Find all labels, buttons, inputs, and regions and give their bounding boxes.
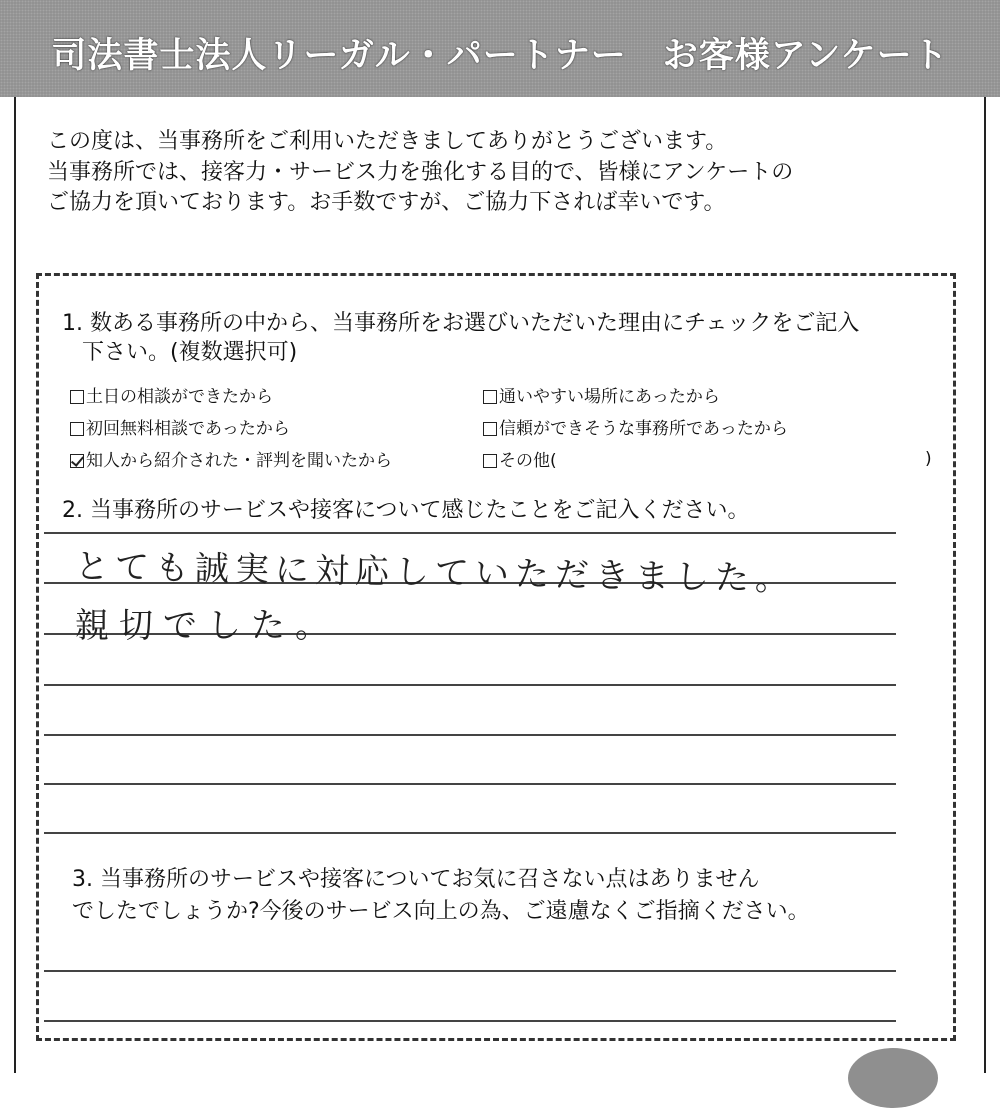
q1-option-other[interactable] [483, 446, 557, 471]
intro-line: 当事務所では、接客力・サービス力を強化する目的で、皆様にアンケートの [47, 159, 794, 185]
answer-rule [44, 734, 896, 736]
q1-option-location[interactable] [483, 382, 720, 407]
answer-rule [44, 970, 896, 972]
q2-text: 2. 当事務所のサービスや接客について感じたことをご記入ください。 [62, 498, 750, 523]
q3-text-line1: 3. 当事務所のサービスや接客についてお気に召さない点はありません [72, 867, 760, 892]
checkbox[interactable] [483, 422, 497, 436]
q1-text-line1: 1. 数ある事務所の中から、当事務所をお選びいただいた理由にチェックをご記入 [62, 311, 860, 336]
option-label: 土日の相談ができたから [86, 387, 273, 407]
title-company: 司法書士法人リーガル・パートナー [51, 36, 627, 76]
q1-other-close-paren: ) [925, 449, 932, 469]
answer-rule [44, 532, 896, 534]
option-label: その他( [499, 451, 557, 471]
checkbox[interactable] [483, 454, 497, 468]
option-label: 知人から紹介された・評判を聞いたから [86, 451, 392, 471]
intro-line: ご協力を頂いております。お手数ですが、ご協力下されば幸いです。 [47, 190, 726, 215]
q1-option-weekend[interactable] [70, 382, 273, 407]
q1-option-trustworthy[interactable] [483, 414, 788, 439]
title-survey: お客様アンケート [662, 36, 949, 76]
checkbox[interactable] [483, 390, 497, 404]
answer-rule [44, 684, 896, 686]
q2-handwritten-answer-line1: とても誠実に対応していただきました。 [74, 546, 796, 600]
corner-stamp-graphic [848, 1048, 938, 1108]
option-label: 信頼ができそうな事務所であったから [499, 419, 788, 439]
intro-text [47, 127, 947, 219]
answer-rule [44, 832, 896, 834]
option-label: 通いやすい場所にあったから [499, 387, 720, 407]
checkbox[interactable] [70, 390, 84, 404]
header-banner [0, 0, 1000, 97]
q1-option-referral[interactable] [70, 446, 392, 471]
sheet-border-left [14, 97, 16, 1073]
answer-rule [44, 783, 896, 785]
answer-rule [44, 1020, 896, 1022]
sheet-border-right [984, 97, 986, 1073]
checkbox-checked[interactable] [70, 454, 84, 468]
intro-line: この度は、当事務所をご利用いただきましてありがとうございます。 [47, 129, 728, 154]
q2-handwritten-answer-line2: 親切でした。 [75, 606, 339, 646]
checkbox[interactable] [70, 422, 84, 436]
q1-option-free-consult[interactable] [70, 414, 290, 439]
q3-text-line2: でしたでしょうか?今後のサービス向上の為、ご遠慮なくご指摘ください。 [72, 899, 810, 924]
page-title [0, 28, 1000, 78]
q1-text-line2: 下さい。(複数選択可) [82, 340, 298, 365]
option-label: 初回無料相談であったから [86, 419, 290, 439]
